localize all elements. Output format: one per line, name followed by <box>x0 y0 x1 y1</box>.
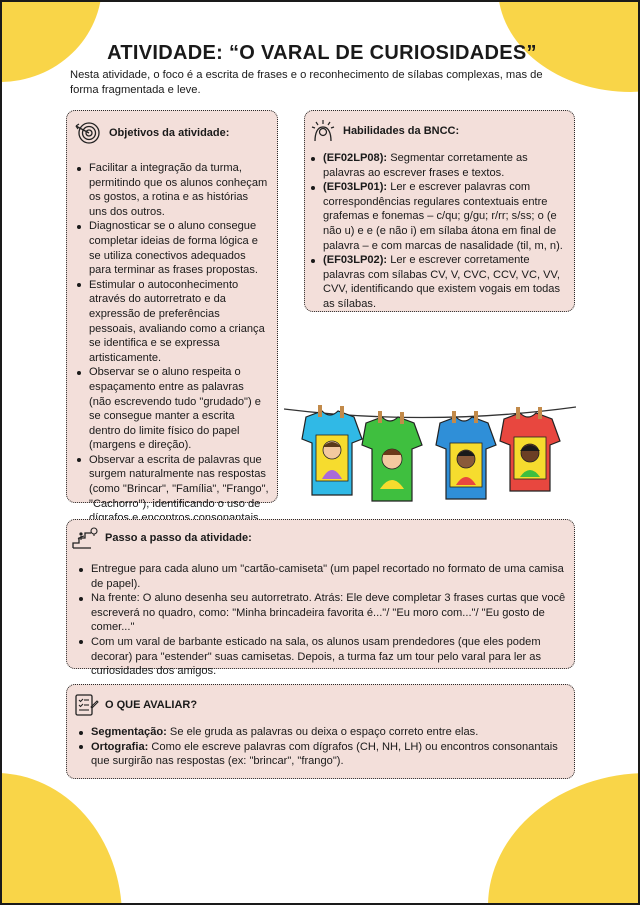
list-item: Entregue para cada aluno um "cartão-camiseta" (um papel recortado no formato de uma camisa de papel). <box>77 562 566 591</box>
decor-blob-bottom-left <box>0 773 122 905</box>
list-item <box>77 740 566 769</box>
list-item: Observar se o aluno respeita o espaçamento entre as palavras (não escrevendo tudo "grudado") e se consegue manter a escrita dentro do limite físico do papel (margens e direção). <box>75 365 269 453</box>
clothesline-illustration <box>284 387 576 509</box>
steps-list <box>71 562 566 679</box>
page-title: ATIVIDADE: “O VARAL DE CURIOSIDADES” <box>107 42 537 64</box>
list-item: Facilitar a integração da turma, permitindo que os alunos conheçam os gostos, a rotina e as histórias uns dos outros. <box>75 161 269 219</box>
steps-box <box>66 519 575 678</box>
skill-code: (EF03LP02): <box>323 254 388 267</box>
shirt-blue <box>436 411 496 499</box>
steps-header <box>71 526 566 550</box>
skill-text: Ler e escrever corretamente palavras com sílabas CV, V, CVC, CCV, VC, VV, CVV, identificando que existem vogais em todas as sílabas. <box>323 254 561 310</box>
list-item: Na frente: O aluno desenha seu autorretrato. Atrás: Ele deve completar 3 frases curtas que você escreverá no quadro, como: "Minha brincadeira favorita é..."/ "Eu moro com..."/ "Eu gosto de comer..." <box>77 591 566 635</box>
shirt-red <box>500 407 560 491</box>
objectives-heading: Objetivos da atividade: <box>109 127 230 139</box>
evaluate-text: Como ele escreve palavras com dígrafos (CH, NH, LH) ou encontros consonantais que surgirão nas respostas (ex: "brincar", "frango"). <box>91 740 558 768</box>
target-icon <box>75 121 103 145</box>
evaluate-header <box>71 693 566 717</box>
checklist-icon <box>71 693 99 717</box>
list-item: Observar a escrita de palavras que surgem naturalmente nas respostas (como "Brincar", "Família", "Frango", "Cachorro"), identificando o uso de <box>75 453 269 526</box>
list-item <box>309 151 566 180</box>
bncc-header <box>309 119 566 143</box>
steps-heading: Passo a passo da atividade: <box>105 532 252 544</box>
evaluate-text: Se ele gruda as palavras ou deixa o espaço correto entre elas. <box>166 726 479 738</box>
lightbulb-head-icon <box>309 119 337 143</box>
evaluate-term: Segmentação: <box>91 726 167 738</box>
intro-text: Nesta atividade, o foco é a escrita de frases e o reconhecimento de sílabas complexas, mas de forma fragmentada e leve. <box>70 69 543 96</box>
bncc-heading: Habilidades da BNCC: <box>343 125 460 137</box>
skill-code: (EF03LP01): <box>323 181 388 194</box>
stairs-idea-icon <box>71 526 99 550</box>
skill-text: Segmentar corretamente as palavras ao escrever frases e textos. <box>323 152 528 179</box>
list-item <box>309 180 566 253</box>
objectives-box <box>66 110 278 510</box>
list-item <box>77 725 566 740</box>
list-item: Com um varal de barbante esticado na sala, os alunos usam prendedores (que eles podem decorar) para "estender" suas camisetas. Depois, a turma faz um tour pelo varal para ler as curiosidades dos amigos. <box>77 635 566 679</box>
decor-blob-bottom-right <box>488 773 640 905</box>
bncc-list <box>309 151 566 312</box>
evaluate-list <box>71 725 566 769</box>
list-item <box>309 253 566 311</box>
shirt-cyan <box>302 405 362 495</box>
skill-text: Ler e escrever palavras com correspondências regulares contextuais entre grafemas e fonemas – c/qu; g/gu; r/rr; s/ss; o (e não u) e e (e não i) em sílaba átona em final de palavra – e com marcas de nasalidade (til, m, n). <box>323 181 563 252</box>
objectives-header <box>75 121 269 145</box>
evaluate-heading: O QUE AVALIAR? <box>105 699 198 711</box>
objectives-list <box>75 161 269 526</box>
list-item: Diagnosticar se o aluno consegue completar ideias de forma lógica e se utiliza conectivos adequados para terminar as frases propostas. <box>75 219 269 277</box>
skill-code: (EF02LP08): <box>323 152 388 164</box>
shirt-green <box>362 411 422 501</box>
evaluate-box <box>66 684 575 779</box>
bncc-skills-box <box>304 110 575 312</box>
evaluate-term: Ortografia: <box>91 740 149 753</box>
list-item: Estimular o autoconhecimento através do autorretrato e da expressão de preferências pessoais, avaliando como a criança se identifica e se expressa artisticamente. <box>75 278 269 366</box>
